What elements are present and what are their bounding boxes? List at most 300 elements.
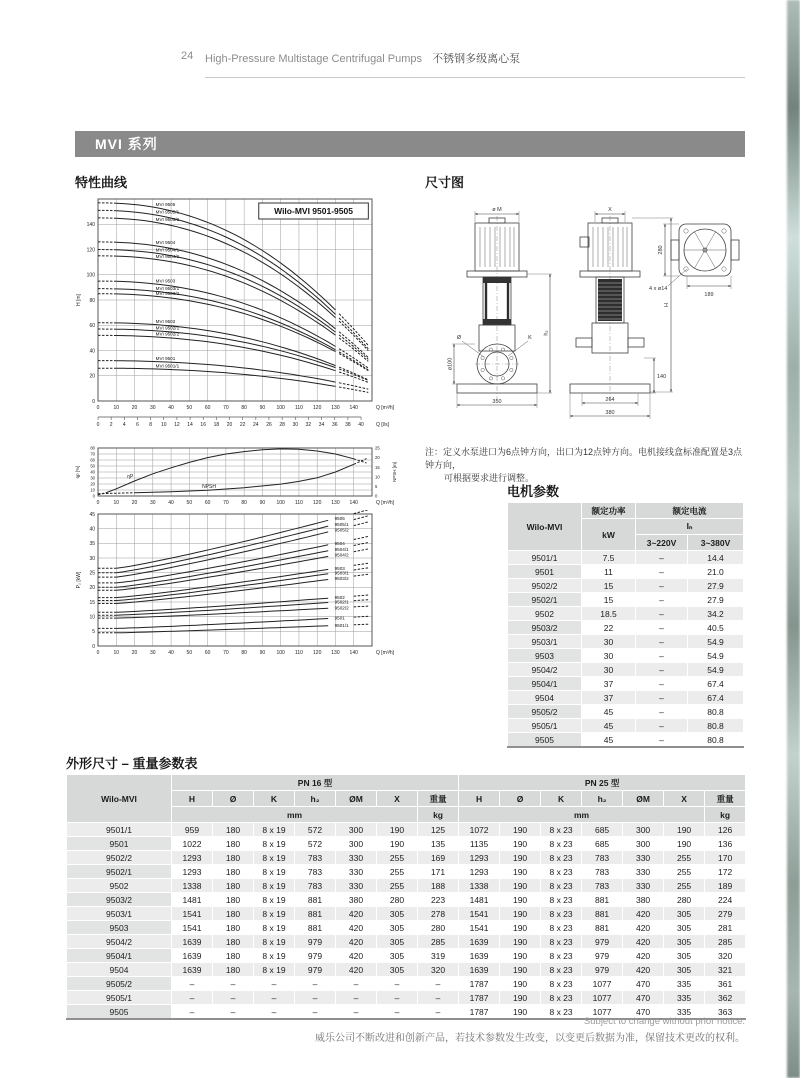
value-cell: 45 (582, 719, 636, 733)
tick-label: 40 (358, 422, 364, 428)
curve-label: 9501/1 (334, 623, 349, 629)
value-cell: 21.0 (688, 565, 744, 579)
value-cell: 320 (705, 949, 746, 963)
value-cell: 320 (418, 963, 459, 977)
tick-label: 50 (186, 500, 193, 506)
value-cell: 1077 (582, 977, 623, 991)
value-cell: – (636, 733, 688, 748)
tick-label: 25 (89, 570, 95, 577)
value-cell: 979 (295, 949, 336, 963)
tick-label: 80 (90, 445, 95, 451)
series-banner: MVI 系列 (75, 131, 745, 157)
tick-label: 70 (223, 500, 229, 506)
value-cell: 7.5 (582, 551, 636, 565)
value-cell: 1022 (172, 837, 213, 851)
dims-col-header: H (172, 791, 213, 807)
value-cell: – (636, 677, 688, 691)
model-cell: 9504/1 (508, 677, 582, 691)
value-cell: 783 (582, 879, 623, 893)
value-cell: 8 x 19 (254, 823, 295, 837)
tick-label: 30 (90, 475, 95, 481)
value-cell: 281 (705, 921, 746, 935)
value-cell: 420 (623, 921, 664, 935)
value-cell: 979 (582, 935, 623, 949)
tick-label: 4 (122, 422, 126, 428)
tick-label: 0 (96, 422, 100, 428)
tick-label: 120 (313, 500, 322, 506)
tick-label: 0 (96, 500, 100, 506)
value-cell: 305 (377, 963, 418, 977)
value-cell: 1639 (172, 935, 213, 949)
value-cell: 180 (213, 921, 254, 935)
value-cell: 126 (705, 823, 746, 837)
dim-label-280: 280 (658, 245, 664, 255)
value-cell: – (295, 977, 336, 991)
value-cell: – (636, 565, 688, 579)
value-cell: 180 (213, 907, 254, 921)
dims-unit-mm-1: mm (172, 807, 418, 823)
value-cell: 979 (582, 963, 623, 977)
tick-label: 60 (204, 650, 211, 656)
value-cell: 470 (623, 991, 664, 1005)
curve-label: NPSH (202, 484, 217, 491)
header-divider (205, 77, 745, 78)
value-cell: 305 (377, 907, 418, 921)
table-row (508, 621, 744, 635)
value-cell: 190 (500, 977, 541, 991)
value-cell: 172 (705, 865, 746, 879)
model-cell: 9505/2 (67, 977, 172, 991)
value-cell: 685 (582, 837, 623, 851)
value-cell: – (213, 991, 254, 1005)
model-cell: 9504/1 (67, 949, 172, 963)
model-cell: 9502/2 (67, 851, 172, 865)
value-cell: 54.9 (688, 663, 744, 677)
value-cell: 37 (582, 691, 636, 705)
curve-label: 9503/2 (334, 576, 349, 582)
value-cell: – (336, 991, 377, 1005)
tick-label: 40 (168, 500, 174, 506)
tick-label: 0 (96, 650, 100, 656)
value-cell: 30 (582, 663, 636, 677)
dim-label-350: 350 (492, 399, 502, 405)
value-cell: 1072 (459, 823, 500, 837)
value-cell: 783 (295, 879, 336, 893)
section-title-curves: 特性曲线 (75, 175, 128, 190)
tick-label: 32 (305, 422, 312, 428)
value-cell: 8 x 23 (541, 823, 582, 837)
table-row (67, 949, 746, 963)
model-cell: 9505 (67, 1005, 172, 1020)
table-row (508, 565, 744, 579)
value-cell: 881 (582, 907, 623, 921)
value-cell: 190 (500, 921, 541, 935)
tick-label: 15 (89, 599, 95, 606)
tick-label: 14 (187, 422, 193, 428)
table-row (67, 851, 746, 865)
model-cell: 9502 (508, 607, 582, 621)
dims-col-header: Ø (500, 791, 541, 807)
value-cell: 362 (705, 991, 746, 1005)
value-cell: 8 x 19 (254, 921, 295, 935)
value-cell: 67.4 (688, 691, 744, 705)
tick-label: 60 (204, 405, 211, 411)
value-cell: 572 (295, 823, 336, 837)
tick-label: 20 (89, 373, 95, 380)
tick-label: 40 (89, 526, 95, 533)
tick-label: 80 (241, 500, 247, 506)
curve-label: MVI 9502/1 (155, 325, 180, 331)
tick-label: 20 (131, 500, 138, 506)
tick-label: 50 (90, 463, 95, 469)
value-cell: 45 (582, 733, 636, 748)
tick-label: 18 (213, 422, 220, 428)
dims-group-pn16: PN 16 型 (172, 775, 459, 791)
curve-ηP (107, 449, 354, 493)
value-cell: – (636, 649, 688, 663)
value-cell: 783 (295, 865, 336, 879)
value-cell: 45 (582, 705, 636, 719)
curve-label: 9502/2 (334, 605, 349, 611)
value-cell: 8 x 19 (254, 935, 295, 949)
table-row (508, 635, 744, 649)
value-cell: 190 (664, 837, 705, 851)
tick-label: 80 (241, 650, 247, 656)
tick-label: 100 (276, 500, 285, 506)
pump-top-view (649, 224, 739, 298)
value-cell: 18.5 (582, 607, 636, 621)
value-cell: 8 x 19 (254, 837, 295, 851)
value-cell: 470 (623, 1005, 664, 1020)
curve-9504 (116, 545, 328, 583)
table-row (508, 649, 744, 663)
curve-label: 9504/2 (334, 552, 349, 558)
curve-label: MVI 9505/1 (155, 209, 180, 215)
dims-col-header: h₂ (295, 791, 336, 807)
value-cell: 11 (582, 565, 636, 579)
model-cell: 9501 (67, 837, 172, 851)
tick-label: 6 (136, 422, 139, 428)
dimensions-weight-table (66, 774, 746, 1020)
value-cell: 190 (500, 907, 541, 921)
tick-label: 30 (150, 500, 156, 506)
value-cell: – (377, 977, 418, 991)
value-cell: 190 (377, 837, 418, 851)
dim-label-140: 140 (657, 374, 667, 380)
value-cell: 37 (582, 677, 636, 691)
dim-label-om: ø M (492, 207, 502, 213)
tick-label: 40 (168, 405, 174, 411)
value-cell: 180 (213, 837, 254, 851)
dims-col-header: h₂ (582, 791, 623, 807)
value-cell: 1639 (459, 963, 500, 977)
value-cell: 305 (664, 963, 705, 977)
tick-label: 130 (331, 500, 340, 506)
value-cell: – (418, 977, 459, 991)
value-cell: 305 (377, 935, 418, 949)
table-row (508, 691, 744, 705)
value-cell: 8 x 23 (541, 907, 582, 921)
pump-side-view (570, 207, 673, 419)
installation-note (425, 446, 747, 485)
value-cell: 881 (295, 893, 336, 907)
tick-label: 140 (86, 222, 95, 229)
motor-col-model: Wilo-MVI (508, 503, 582, 551)
curve-label: MVI 9505/2 (155, 216, 180, 222)
tick-label: 80 (241, 405, 247, 411)
value-cell: 8 x 23 (541, 963, 582, 977)
tick-label: 60 (90, 457, 95, 463)
tick-label: 40 (168, 650, 174, 656)
value-cell: 305 (377, 949, 418, 963)
value-cell: – (295, 1005, 336, 1020)
tick-label: 30 (89, 555, 95, 562)
value-cell: 1639 (172, 963, 213, 977)
value-cell: 8 x 19 (254, 907, 295, 921)
value-cell: 255 (377, 865, 418, 879)
model-cell: 9505/1 (508, 719, 582, 733)
table-row (67, 879, 746, 893)
tick-label: 45 (89, 511, 95, 518)
table-row (508, 579, 744, 593)
motor-parameters-table-wrap (507, 502, 744, 748)
value-cell: 14.4 (688, 551, 744, 565)
value-cell: 335 (664, 1005, 705, 1020)
value-cell: 190 (500, 963, 541, 977)
value-cell: 190 (500, 991, 541, 1005)
model-cell: 9501/1 (508, 551, 582, 565)
chart-title: Wilo-MVI 9501-9505 (274, 206, 353, 216)
value-cell: – (295, 991, 336, 1005)
dim-label-d100: ø100 (447, 357, 454, 371)
value-cell: 27.9 (688, 579, 744, 593)
tick-label: 20 (90, 481, 95, 487)
tick-label: 5 (375, 484, 378, 489)
curve-label: MVI 9504 (155, 240, 176, 246)
value-cell: 8 x 23 (541, 921, 582, 935)
model-cell: 9504/2 (508, 663, 582, 677)
value-cell: 189 (705, 879, 746, 893)
value-cell: 300 (623, 837, 664, 851)
value-cell: 27.9 (688, 593, 744, 607)
page-footer (315, 1016, 745, 1044)
tick-label: 140 (349, 500, 358, 506)
value-cell: 180 (213, 851, 254, 865)
curve-label: 9504 (334, 540, 345, 546)
model-cell: 9501/1 (67, 823, 172, 837)
value-cell: 8 x 19 (254, 893, 295, 907)
value-cell: – (636, 705, 688, 719)
dims-col-model: Wilo-MVI (67, 775, 172, 823)
motor-col-current: 额定电流 (636, 503, 744, 519)
value-cell: 30 (582, 649, 636, 663)
value-cell: 330 (623, 851, 664, 865)
tick-label: 60 (89, 323, 95, 330)
tick-label: 50 (186, 405, 193, 411)
curve-label: MVI 9504/1 (155, 247, 180, 253)
value-cell: 15 (582, 579, 636, 593)
value-cell: 8 x 23 (541, 1005, 582, 1020)
value-cell: 80.8 (688, 719, 744, 733)
motor-col-kw: kW (582, 519, 636, 551)
dimensions-table-wrap (66, 774, 746, 1020)
value-cell: – (418, 991, 459, 1005)
value-cell: 1338 (172, 879, 213, 893)
value-cell: 783 (295, 851, 336, 865)
model-cell: 9503/1 (508, 635, 582, 649)
tick-label: 20 (131, 650, 138, 656)
tick-label: 10 (90, 487, 95, 493)
tick-label: 100 (276, 405, 285, 411)
tick-label: 30 (292, 422, 299, 428)
dims-col-header: ØM (623, 791, 664, 807)
value-cell: 420 (336, 963, 377, 977)
value-cell: 979 (295, 963, 336, 977)
y-axis-label: H [m] (76, 294, 82, 306)
curve-9505 (116, 520, 328, 568)
value-cell: 188 (418, 879, 459, 893)
value-cell: 305 (664, 935, 705, 949)
value-cell: 783 (582, 851, 623, 865)
value-cell: 224 (705, 893, 746, 907)
tick-label: 110 (294, 650, 303, 656)
section-title-motor: 电机参数 (507, 484, 560, 499)
tick-label: 30 (150, 650, 156, 656)
value-cell: 8 x 23 (541, 851, 582, 865)
motor-col-380: 3~380V (688, 535, 744, 551)
value-cell: 1639 (459, 949, 500, 963)
value-cell: 54.9 (688, 649, 744, 663)
tick-label: 100 (276, 650, 285, 656)
model-cell: 9503 (508, 649, 582, 663)
tick-label: 35 (89, 541, 95, 548)
value-cell: 1541 (459, 907, 500, 921)
value-cell: 190 (500, 851, 541, 865)
table-row (508, 593, 744, 607)
model-cell: 9503/2 (508, 621, 582, 635)
value-cell: 255 (377, 851, 418, 865)
value-cell: 255 (377, 879, 418, 893)
y2-axis-label: NPSH [m] (392, 461, 397, 483)
section-title-dims: 尺寸图 (425, 175, 465, 190)
value-cell: – (418, 1005, 459, 1020)
value-cell: 279 (705, 907, 746, 921)
x-axis-label: Q [m³/h] (376, 650, 395, 656)
value-cell: 190 (500, 837, 541, 851)
dim-label-h2: h₂ (543, 330, 550, 336)
dim-label-k: K (528, 335, 532, 341)
tick-label: 2 (109, 422, 113, 428)
x2-axis-label: Q [l/s] (376, 422, 390, 428)
value-cell: 169 (418, 851, 459, 865)
value-cell: – (254, 1005, 295, 1020)
value-cell: 280 (418, 921, 459, 935)
value-cell: 1541 (172, 921, 213, 935)
footer-en: Subject to change without prior notice. (583, 1016, 745, 1027)
value-cell: 8 x 23 (541, 935, 582, 949)
dims-col-header: K (541, 791, 582, 807)
tick-label: 24 (253, 422, 259, 428)
dims-unit-mm-2: mm (459, 807, 705, 823)
value-cell: 1787 (459, 991, 500, 1005)
tick-label: 38 (345, 422, 351, 428)
value-cell: 180 (213, 865, 254, 879)
tick-label: 20 (375, 455, 380, 461)
value-cell: 335 (664, 991, 705, 1005)
value-cell: 330 (336, 851, 377, 865)
curve-label: 9502/1 (334, 599, 349, 605)
value-cell: 1639 (172, 949, 213, 963)
value-cell: 285 (705, 935, 746, 949)
value-cell: 363 (705, 1005, 746, 1020)
value-cell: 1481 (172, 893, 213, 907)
value-cell: 979 (582, 949, 623, 963)
value-cell: 470 (623, 977, 664, 991)
dims-col-header: X (664, 791, 705, 807)
tick-label: 20 (89, 585, 95, 592)
value-cell: 54.9 (688, 635, 744, 649)
value-cell: 1787 (459, 1005, 500, 1020)
value-cell: 685 (582, 823, 623, 837)
curve-label: MVI 9503 (155, 278, 176, 284)
value-cell: 8 x 23 (541, 893, 582, 907)
value-cell: 135 (418, 837, 459, 851)
tick-label: 0 (92, 493, 95, 499)
dims-col-header: 重量 (705, 791, 746, 807)
value-cell: 380 (336, 893, 377, 907)
value-cell: 380 (623, 893, 664, 907)
table-row (508, 719, 744, 733)
table-row (67, 823, 746, 837)
value-cell: 30 (582, 635, 636, 649)
tick-label: 34 (318, 422, 325, 428)
tick-label: 20 (226, 422, 233, 428)
value-cell: 180 (213, 949, 254, 963)
curve-label: MVI 9501/1 (155, 363, 180, 369)
value-cell: 255 (664, 865, 705, 879)
table-row (67, 865, 746, 879)
tick-label: 100 (86, 272, 95, 279)
x-axis-label: Q [m³/h] (376, 500, 395, 506)
dim-label-380: 380 (605, 410, 615, 416)
model-cell: 9505/2 (508, 705, 582, 719)
value-cell: 255 (664, 879, 705, 893)
value-cell: 190 (500, 865, 541, 879)
value-cell: – (172, 977, 213, 991)
note-line1: 定义水泵进口为6点钟方向，出口为12点钟方向。电机接线盒标准配置是3点钟方向， (425, 447, 743, 470)
value-cell: 881 (295, 921, 336, 935)
dim-label-189: 189 (704, 292, 714, 298)
document-title (205, 50, 520, 66)
value-cell: 125 (418, 823, 459, 837)
value-cell: 8 x 23 (541, 879, 582, 893)
tick-label: 25 (375, 445, 380, 451)
value-cell: – (636, 621, 688, 635)
value-cell: – (636, 719, 688, 733)
model-cell: 9502/2 (508, 579, 582, 593)
dims-col-header: 重量 (418, 791, 459, 807)
value-cell: 8 x 19 (254, 851, 295, 865)
model-cell: 9502 (67, 879, 172, 893)
value-cell: 180 (213, 823, 254, 837)
curve-label: MVI 9504/2 (155, 253, 180, 259)
value-cell: 881 (582, 921, 623, 935)
tick-label: 90 (259, 500, 266, 506)
tick-label: 70 (223, 405, 229, 411)
model-cell: 9504/2 (67, 935, 172, 949)
tick-label: 36 (331, 422, 338, 428)
tick-label: 0 (375, 493, 378, 499)
